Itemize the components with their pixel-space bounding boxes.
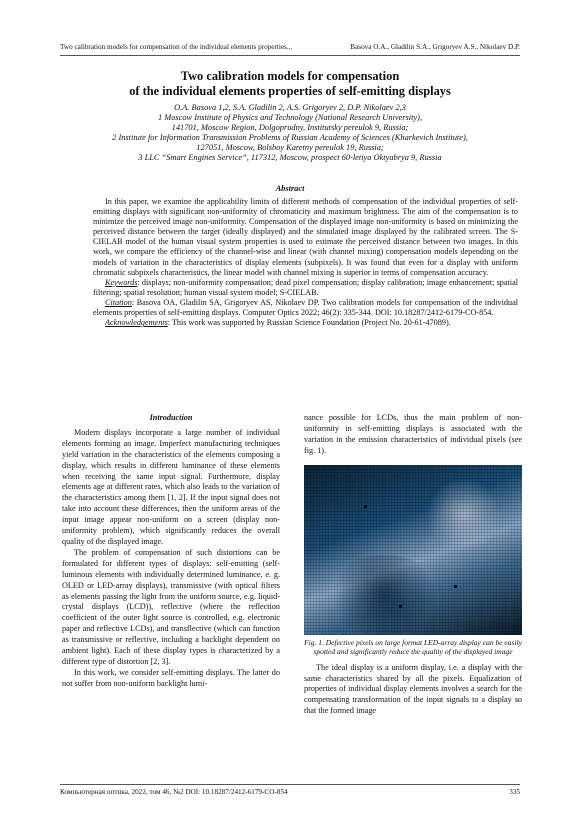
affiliation-1b: 141701, Moscow Region, Dolgoprudny, Institutsky pereulok 9, Russia; [171,123,409,133]
affiliation-3: 3 LLC “Smart Engines Service”, 117312, Moscow, prospect 60-letiya Oktyabrya 9, Russia [138,153,442,163]
affiliation-1a: 1 Moscow Institute of Physics and Technology (National Research University), [157,113,423,123]
citation-paragraph [93,298,518,318]
ack-paragraph [93,318,518,328]
running-head [60,43,520,56]
keywords-text: : displays; non-uniformity compensation; dead pixel compensation; display calibration; image enhancement; spatial filtering; spatial resolution; human visual system model; S-CIELAB. [93,277,518,297]
footer-journal: Компьютерная оптика, 2022, том 46, №2 DOI: 10.18287/2412-6179-CO-854 [60,788,288,796]
intro-paragraph-1: Modern displays incorporate a large number of individual elements forming an image. Imperfect manufacturing techniques yield variation in the characteristics of the elements composing a display, which results in different luminance of these elements when receiving the same input signal. Furthermore, display elements age at different rates, which also leads to the variation of the characteristics among them [1, 2]. If the input signal does not take into account these differences, then the uniform areas of the input image appear non-uniform on a screen (display non-uniformity problem), which significantly reduces the overall quality of the displayed image. [62,427,280,546]
figure-caption: Fig. 1. Defective pixels on large format LED-array display can be easily spotted and significantly reduce the quality of the displayed image [304,637,522,656]
affiliation-2b: 127051, Moscow, Bolshoy Karetny pereulok 19, Russia; [196,143,384,153]
left-column [62,413,280,690]
running-head-authors: Basova O.A., Gladilin S.A., Grigoryev A.S., Nikolaev D.P. [350,43,520,51]
intro-paragraph-2: The problem of compensation of such distortions can be formulated for different types of displays: self-emitting (self-luminous elements with individually determined luminance, e. g. OLED or LED-array displays), transmissive (with optical filters as elements passing the light from the uniform source, e.g. liquid-crystal displays (LCD)), reflective (where the reflection coefficient of the outer light source is controlled, e.g. electronic paper and reflective LCDs), and transflective (which can function as transmissive or reflective, including a backlight dependent on ambient light). Each of these display types is characterized by a different type of distortion [2, 3]. [62,547,280,666]
page-footer [60,784,520,796]
citation-text: : Basova OA, Gladilin SA, Grigoryev AS, Nikolaev DP. Two calibration models for compensation of the individual elements properties of self-emitting displays. Computer Optics 2022; 46(2): 335-344. DOI: 10.18287/2412-6179-CO-854. [93,297,518,318]
author-names: O.A. Basova 1,2, S.A. Gladilin 2, A.S. Grigoryev 2, D.P. Nikolaev 2,3 [174,103,406,112]
keywords-label: Keywords [105,277,138,287]
right-column [304,413,522,717]
abstract-heading: Abstract [275,184,305,193]
intro-heading: Introduction [149,413,193,422]
citation-label: Citation [105,297,132,307]
abstract-text: In this paper, we examine the applicability limits of different methods of compensation of the individual properties of self-emitting displays with significant non-uniformity of chromaticity and maximum brightness. The aim of the compensation is to minimize the perceived image non-uniformity. Compensation of the displayed image non-uniformity is based on minimizing the perceived distance between the target (ideally displayed) and the simulated image displayed by the calibrated screen. The S-CIELAB model of the human visual system properties is used to estimate the perceived distance between two images. In this work, we compare the efficiency of the channel-wise and linear (with channel mixing) compensation models depending on the models of variation in the characteristics of display elements (subpixels). It was found that even for a display with uniform chromatic subpixels characteristics, the linear model with channel mixing is superior in terms of compensation accuracy. [93,197,518,277]
authors-block [40,103,540,164]
intro-paragraph-3: In this work, we consider self-emitting displays. The latter do not suffer from non-uniform backlight lumi- [62,667,280,688]
page-number: 335 [509,788,520,796]
figure-led-display-photo [304,465,522,635]
title-line-2: of the individual elements properties of self-emitting displays [129,83,451,98]
right-paragraph-1: nance possible for LCDs, thus the main problem of non-uniformity in self-emitting displays is associated with the variation in the emission characteristics of individual pixels (see fig. 1). [304,413,522,455]
keywords-paragraph [93,278,518,298]
title-line-1: Two calibration models for compensation [180,69,400,83]
affiliation-2a: 2 Institute for Information Transmission Problems of Russian Academy of Sciences (Kharkevich Institute), [112,133,468,143]
running-head-title: Two calibration models for compensation of the individual elements properties... [60,43,293,51]
abstract-block [93,197,518,328]
ack-text: : This work was supported by Russian Science Foundation (Project No. 20-61-47089). [167,318,451,328]
ack-label: Acknowledgements [105,318,168,328]
right-paragraph-2: The ideal display is a uniform display, i.e. a display with the same characteristics shared by all the pixels. Equalization of properties of individual display elements involves a search for the compensating transformation of the input signals to a display so that the formed image [304,662,522,716]
paper-title [60,69,520,98]
